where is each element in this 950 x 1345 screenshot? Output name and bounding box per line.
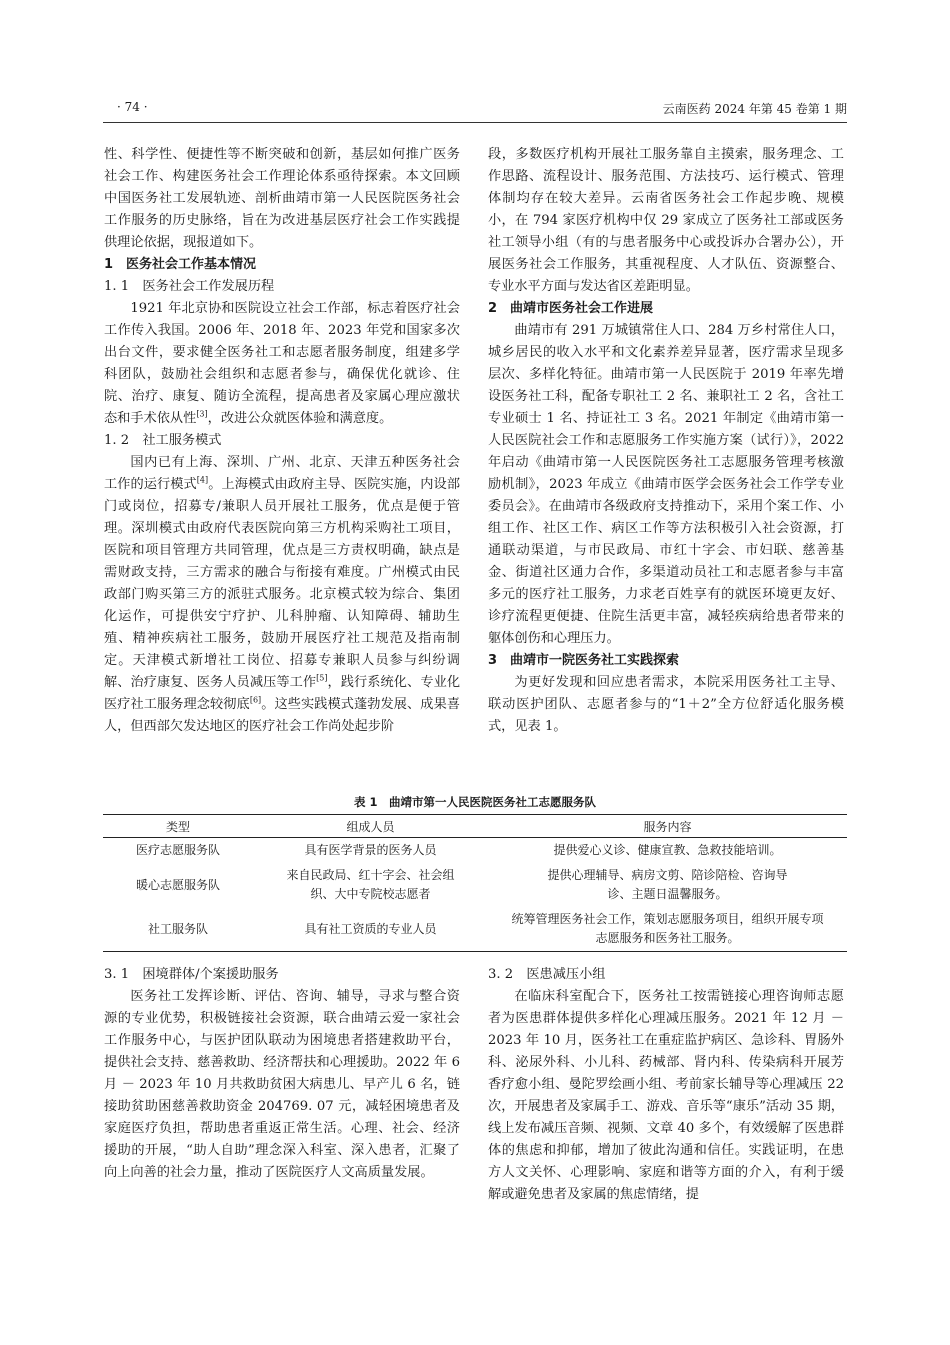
table-header-row [103, 815, 847, 838]
table-caption: 表 1 曲靖市第一人民医院医务社工志愿服务队 [353, 795, 596, 809]
page-number: · 74 · [117, 100, 148, 114]
cell-content: 提供爱心义诊、健康宣教、急救技能培训。 [553, 843, 782, 857]
citation-3[interactable]: [3] [196, 409, 208, 419]
continued-paragraph: 段，多数医疗机构开展社工服务靠自主摸索，服务理念、工作思路、流程设计、服务范围、方法技巧、运行模式、管理体制均存在较大差异。云南省医务社会工作起步晚、规模小，在 794 家医疗机构中仅 29 家成立了医务社工部或医务社工领导小组（有的与患者服务中心或投诉办合署办公），开展医务社会工作服务，其重视程度、人才队伍、资源整合、专业水平方面与发达省区差距明显。 [488, 147, 844, 294]
cell-members: 具有医学背景的医务人员 [304, 843, 437, 857]
section-3-2-paragraph: 在临床科室配合下，医务社工按需链接心理咨询师志愿者为医患群体提供多样化心理减压服务。2021 年 12 月 － 2023 年 10 月，医务社工在重症监护病区、急诊科、胃肠外科、泌尿外科、小儿科、药械部、肾内科、传染病科开展芳香疗愈小组、曼陀罗绘画小组、考前家长辅导等心理减压 22 次，开展患者及家属手工、游戏、音乐等“康乐”活动 35 期，线上发布减压音频、视频、文章 40 多个，有效缓解了医患群体的焦虑和抑郁，增加了彼此沟通和信任。实践证明，在患方人文关怀、心理影响、家庭和谐等方面的介入，有利于缓解或避免患者及家属的焦虑情绪，提 [488, 989, 844, 1202]
section-3-title: 3 曲靖市一院医务社工实践探索 [488, 653, 680, 668]
cell-content: 提供心理辅导、病房文剪、陪诊陪检、咨询导诊、主题日温馨服务。 [547, 868, 788, 901]
section-1-2-text-c: ，践行系统化、专业化医疗社工服务理念较彻底 [104, 675, 461, 712]
header-content: 服务内容 [488, 815, 847, 838]
section-1-2-text-a: 国内已有上海、深圳、广州、北京、天津五种医务社会工作的运行模式 [104, 455, 460, 492]
header-rule [103, 122, 847, 123]
citation-5[interactable]: [5] [316, 673, 328, 683]
cell-type: 社工服务队 [103, 907, 253, 952]
journal-name: 云南医药 2024 年第 45 卷第 1 期 [662, 102, 847, 116]
table-row [103, 907, 847, 952]
section-3-paragraph: 为更好发现和回应患者需求，本院采用医务社工主导、联动医护团队、志愿者参与的“1＋2”全方位舒适化服务模式，见表 1。 [488, 675, 844, 734]
section-2-paragraph: 曲靖市有 291 万城镇常住人口、284 万乡村常住人口，城乡居民的收入水平和文化素养差异显著，医疗需求呈现多层次、多样化特征。曲靖市第一人民医院于 2019 年率先增设医务社工科，配备专职社工 2 名、兼职社工 2 名，含社工专业硕士 1 名、持证社工 3 名。2021 年制定《曲靖市第一人民医院社会工作和志愿服务工作实施方案（试行）》，2022 年启动《曲靖市第一人民医院医务社工志愿服务管理考核激励机制》，2023 年成立《曲靖市医学会医务社会工作学专业委员会》。在曲靖市各级政府支持推动下，采用个案工作、小组工作、社区工作、病区工作等方法积极引入社会资源，打通联动渠道，与市民政局、市红十字会、市妇联、慈善基金、街道社区通力合作，多渠道动员社工和志愿者参与丰富多元的医疗社工服务，力求老百姓享有的就医环境更友好、诊疗流程更便捷、住院生活更丰富，减轻疾病给患者带来的躯体创伤和心理压力。 [488, 323, 844, 646]
header-type: 类型 [103, 815, 253, 838]
cell-type: 医疗志愿服务队 [135, 843, 220, 857]
header-members: 组成人员 [253, 815, 488, 838]
section-1-title: 1 医务社会工作基本情况 [104, 257, 257, 272]
left-column-top [104, 144, 460, 738]
section-1-2-text-d: 。这些实践模式蓬勃发展、成果喜人，但西部欠发达地区的医疗社会工作尚处起步阶 [104, 697, 461, 734]
right-column-bottom [488, 964, 844, 1206]
section-3-1-title: 3. 1 困境群体/个案援助服务 [104, 967, 279, 982]
section-1-1-title: 1. 1 医务社会工作发展历程 [104, 279, 275, 294]
cell-members: 来自民政局、红十字会、社会组织、大中专院校志愿者 [286, 868, 455, 901]
citation-4[interactable]: [4] [196, 475, 209, 485]
section-1-2-text-b: 。上海模式由政府主导、医院实施，内设部门或岗位，招募专/兼职人员开展社工服务，优点是便于管理。深圳模式由政府代表医院向第三方机构采购社工项目，医院和项目管理方共同管理，优点是三方责权明确，缺点是需财政支持，三方需求的融合与衔接有难度。广州模式由民政部门购买第三方的派驻式服务。北京模式较为综合、集团化运作，可提供安宁疗护、儿科肿瘤、认知障碍、辅助生殖、精神疾病社工服务，鼓励开展医疗社工规范及指南制定。天津模式新增社工岗位、招募专兼职人员参与纠纷调解、治疗康复、医务人员减压等工作 [104, 477, 461, 690]
page-header [103, 100, 847, 118]
section-1-2-title: 1. 2 社工服务模式 [104, 433, 222, 448]
section-1-2-paragraph [104, 452, 460, 738]
section-1-1-paragraph [104, 298, 460, 430]
section-1-1-text-b: ，改进公众就医体验和满意度。 [207, 411, 393, 426]
intro-paragraph: 性、科学性、便捷性等不断突破和创新，基层如何推广医务社会工作、构建医务社会工作理论体系亟待探索。本文回顾中国医务社工发展轨迹、剖析曲靖市第一人民医院医务社会工作服务的历史脉络，旨在为改进基层医疗社会工作实践提供理论依据，现报道如下。 [104, 147, 460, 250]
section-1-1-text-a: 1921 年北京协和医院设立社会工作部，标志着医疗社会工作传入我国。2006 年、2018 年、2023 年党和国家多次出台文件，要求健全医务社工和志愿者服务制度，组建多学科团队，鼓励社会组织和志愿者参与，确保优化就诊、住院、治疗、康复、随访全流程，提高患者及家属心理应激状态和手术依从性 [104, 301, 460, 426]
cell-type: 暖心志愿服务队 [135, 877, 220, 892]
section-3-1-paragraph: 医务社工发挥诊断、评估、咨询、辅导，寻求与整合资源的专业优势，积极链接社会资源，联合曲靖云爱一家社会工作服务中心，与医护团队联动为困境患者搭建救助平台，提供社会支持、慈善救助、经济帮扶和心理援助。2022 年 6 月 － 2023 年 10 月共救助贫困大病患儿、早产儿 6 名，链接助贫助困慈善救助资金 204769. 07 元，减轻困境患者及家庭医疗负担，帮助患者重返正常生活。心理、社会、经济援助的开展，“助人自助”理念深入科室、深入患者，汇聚了向上向善的社会力量，推动了医院医疗人文高质量发展。 [104, 989, 460, 1180]
cell-content: 统筹管理医务社会工作，策划志愿服务项目，组织开展专项志愿服务和医务社工服务。 [488, 907, 847, 952]
section-3-2-title: 3. 2 医患减压小组 [488, 967, 606, 982]
section-2-title: 2 曲靖市医务社会工作进展 [488, 301, 654, 316]
citation-6[interactable]: [6] [249, 695, 262, 705]
left-column-bottom [104, 964, 460, 1184]
table-row [103, 863, 847, 907]
table-row [103, 838, 847, 864]
volunteer-team-table [103, 814, 847, 952]
right-column-top [488, 144, 844, 738]
cell-members: 具有社工资质的专业人员 [253, 907, 488, 952]
